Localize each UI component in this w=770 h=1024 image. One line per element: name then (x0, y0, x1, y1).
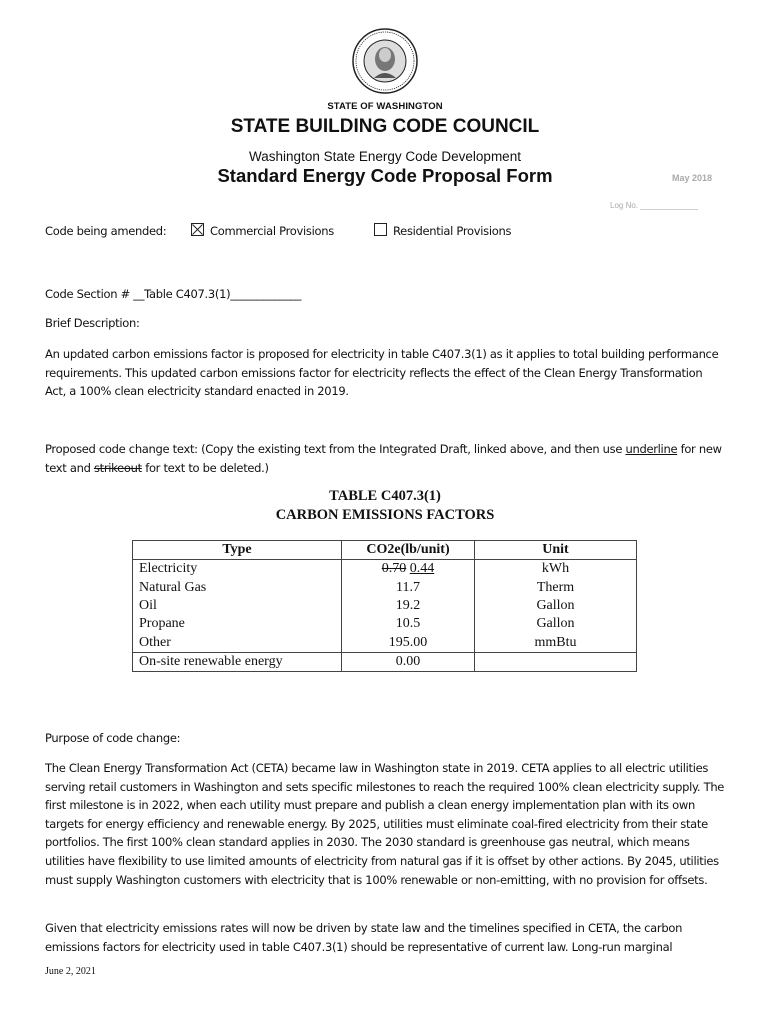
table-cell: 195.00 (342, 633, 475, 652)
table-cell (342, 560, 475, 579)
log-number: Log No. _____________ (610, 201, 699, 210)
development-line: Washington State Energy Code Development (249, 149, 521, 164)
table-cell: 10.5 (342, 615, 475, 633)
code-section-label: Code Section # (45, 287, 130, 301)
column-header: Unit (475, 541, 637, 560)
proposed-change-part: for text to be deleted.) (141, 460, 269, 475)
table-cell: Therm (536, 579, 575, 595)
table-title: TABLE C407.3(1) (329, 488, 441, 504)
commercial-checkbox[interactable] (191, 223, 204, 236)
table-cell: Propane (133, 615, 342, 633)
proposed-change-text (45, 440, 725, 477)
residential-provisions-label: Residential Provisions (393, 224, 512, 238)
table-cell: Other (133, 633, 342, 652)
new-value: 0.44 (409, 561, 435, 577)
table-cell: Oil (133, 597, 342, 615)
column-header: CO2e(lb/unit) (342, 541, 475, 560)
date-stamp: May 2018 (672, 173, 713, 183)
brief-description-label: Brief Description: (45, 316, 140, 330)
carbon-emissions-table (132, 540, 637, 672)
council-title: STATE BUILDING CODE COUNCIL (230, 116, 540, 137)
table-subtitle: CARBON EMISSIONS FACTORS (275, 507, 495, 523)
brief-description-text: An updated carbon emissions factor is proposed for electricity in table C407.3(1) as it applies to total building performance requirements. This updated carbon emissions factor for electricity reflects the effect of the Clean Energy Transformation Act, a 100% clean electricity standard enacted in 2019. (45, 347, 719, 399)
form-title: Standard Energy Code Proposal Form (217, 165, 553, 186)
table-cell: 19.2 (342, 597, 475, 615)
table-cell: Gallon (536, 598, 575, 614)
strikeout-example: strikeout (93, 460, 142, 475)
table-cell: On-site renewable energy (133, 652, 342, 671)
code-amended-label: Code being amended: (45, 224, 167, 238)
code-section-value: __Table C407.3(1)_____________ (133, 287, 302, 301)
table-row (133, 633, 637, 652)
purpose-label: Purpose of code change: (45, 731, 181, 745)
code-section (45, 287, 301, 301)
table-row (133, 652, 637, 671)
proposed-change-part: Proposed code change text: (Copy the existing text from the Integrated Draft, linked above, and then use (45, 442, 626, 456)
column-header: Type (133, 541, 342, 560)
table-cell: Natural Gas (133, 579, 342, 597)
table-cell: kWh (541, 561, 570, 577)
table-cell: 0.00 (342, 652, 475, 671)
underline-example: underline (625, 442, 678, 456)
footer-date: June 2, 2021 (45, 966, 96, 977)
purpose-paragraph-2: Given that electricity emissions rates will now be driven by state law and the timelines specified in CETA, the carbon emissions factors for electricity used in table C407.3(1) should be representative of current law. Long-run marginal (45, 921, 683, 954)
state-seal-icon (352, 28, 418, 94)
table-row (133, 560, 637, 579)
deleted-value: 0.70 (381, 561, 407, 577)
table-cell: mmBtu (534, 634, 577, 650)
table-header-row (133, 541, 637, 560)
purpose-paragraph-1: The Clean Energy Transformation Act (CETA) became law in Washington state in 2019. CETA applies to all electric utilities serving retail customers in Washington and sets specific milestones to reach the required 100% clean electricity supply. The first milestone is in 2022, when each utility must prepare and publish a clean energy implementation plan with its own targets for energy efficiency and renewable energy. By 2025, utilities must eliminate coal-fired electricity from their state portfolios. The first 100% clean standard applies in 2030. The 2030 standard is greenhouse gas neutral, which means utilities have flexibility to use limited amounts of electricity from natural gas if it is offset by other actions. By 2045, utilities must supply Washington customers with electricity that is 100% renewable or non-emitting, with no provision for offsets. (45, 761, 725, 887)
commercial-provisions-label: Commercial Provisions (210, 224, 334, 238)
proposed-change-part: for new text and (45, 442, 722, 475)
state-label: STATE OF WASHINGTON (327, 101, 443, 112)
residential-checkbox[interactable] (374, 223, 387, 236)
checked-box-icon (192, 224, 203, 235)
table-row (133, 579, 637, 597)
table-row (133, 597, 637, 615)
table-cell: Gallon (536, 616, 575, 632)
table-row (133, 615, 637, 633)
table-cell (475, 652, 637, 671)
table-cell: Electricity (133, 560, 342, 579)
table-cell: 11.7 (342, 579, 475, 597)
